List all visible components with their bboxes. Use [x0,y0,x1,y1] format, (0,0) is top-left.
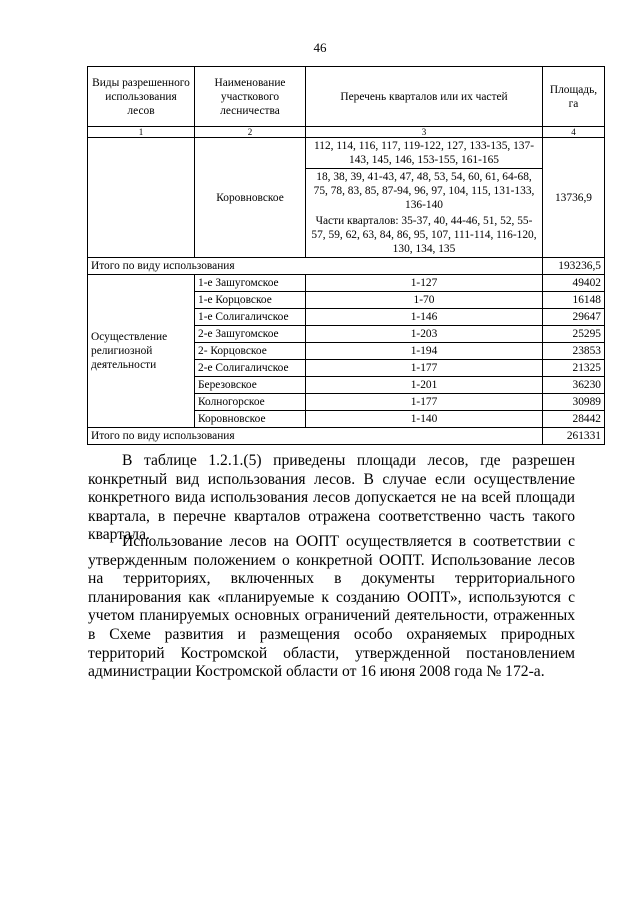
col-number-2: 2 [195,127,306,138]
body-paragraph-1 [88,452,575,545]
quarters-cell: 1-177 [306,394,543,411]
area-cell: 16148 [543,292,605,309]
forestry-cell: 2- Корцовское [195,343,306,360]
quarters-cell: 112, 114, 116, 117, 119-122, 127, 133-135, 137-143, 145, 146, 153-155, 161-165 [306,138,543,169]
area-cell: 13736,9 [543,138,605,258]
area-cell: 28442 [543,411,605,428]
total-value: 261331 [543,428,605,445]
col-number-4: 4 [543,127,605,138]
quarters-cell: 1-140 [306,411,543,428]
quarters-cell: 1-177 [306,360,543,377]
quarters-cell: 1-70 [306,292,543,309]
paragraph-text: В таблице 1.2.1.(5) приведены площади лесов, где разрешен конкретный вид использования лесов. В случае если осуществление конкретного вида использования лесов допускается не на всей площади квартала, в перечне кварталов отражена соответственно часть такого квартала. [88,452,575,544]
total-label: Итого по виду использования [88,258,543,275]
forestry-cell: 2-е Солигаличское [195,360,306,377]
forestry-cell: Колногорское [195,394,306,411]
quarters-cell: 1-146 [306,309,543,326]
total-value: 193236,5 [543,258,605,275]
header-quarters: Перечень кварталов или их частей [306,67,543,127]
forestry-cell: Коровновское [195,138,306,258]
area-cell: 29647 [543,309,605,326]
paragraph-text: Использование лесов на ООПТ осуществляется в соответствии с утвержденным положением о конкретной ООПТ. Использование лесов на территориях, включенных в документы территориального планирования как «планируемые к созданию ООПТ», используются с учетом планируемых основных ограничений деятельности, отраженных в Схеме развития и размещения особо охраняемых природных территорий Костромской области, утвержденной постановлением администрации Костромской области от 16 июня 2008 года № 172-а. [88,533,575,681]
use-type-cell [88,138,195,258]
header-use-type: Виды разрешенного использования лесов [88,67,195,127]
area-cell: 49402 [543,275,605,292]
header-area: Площадь, га [543,67,605,127]
forestry-cell: Березовское [195,377,306,394]
area-cell: 23853 [543,343,605,360]
table-row [88,275,605,292]
total-label: Итого по виду использования [88,428,543,445]
table-header-row [88,67,605,127]
table-total-row [88,258,605,275]
body-paragraph-2 [88,533,575,682]
quarters-cell: 1-201 [306,377,543,394]
forestry-cell: 1-е Солигаличское [195,309,306,326]
quarters-cell: 18, 38, 39, 41-43, 47, 48, 53, 54, 60, 61, 64-68, 75, 78, 83, 85, 87-94, 96, 97, 104, 115, 131-133, 136-140 [306,169,543,214]
col-number-3: 3 [306,127,543,138]
forestry-cell: 1-е Корцовское [195,292,306,309]
area-cell: 21325 [543,360,605,377]
quarters-cell: 1-194 [306,343,543,360]
page-number: 46 [313,40,327,55]
col-number-1: 1 [88,127,195,138]
use-type-cell: Осуществление религиозной деятельности [88,275,195,428]
table-row [88,138,605,169]
area-cell: 30989 [543,394,605,411]
quarters-cell: Части кварталов: 35-37, 40, 44-46, 51, 52, 55-57, 59, 62, 63, 84, 86, 95, 107, 111-114, 116-120, 130, 134, 135 [306,213,543,258]
forestry-cell: Коровновское [195,411,306,428]
forestry-cell: 2-е Зашугомское [195,326,306,343]
table-total-row [88,428,605,445]
quarters-cell: 1-203 [306,326,543,343]
column-number-row [88,127,605,138]
forestry-cell: 1-е Зашугомское [195,275,306,292]
quarters-cell: 1-127 [306,275,543,292]
forest-use-table [87,66,605,445]
header-forestry: Наименование участкового лесничества [195,67,306,127]
area-cell: 36230 [543,377,605,394]
area-cell: 25295 [543,326,605,343]
